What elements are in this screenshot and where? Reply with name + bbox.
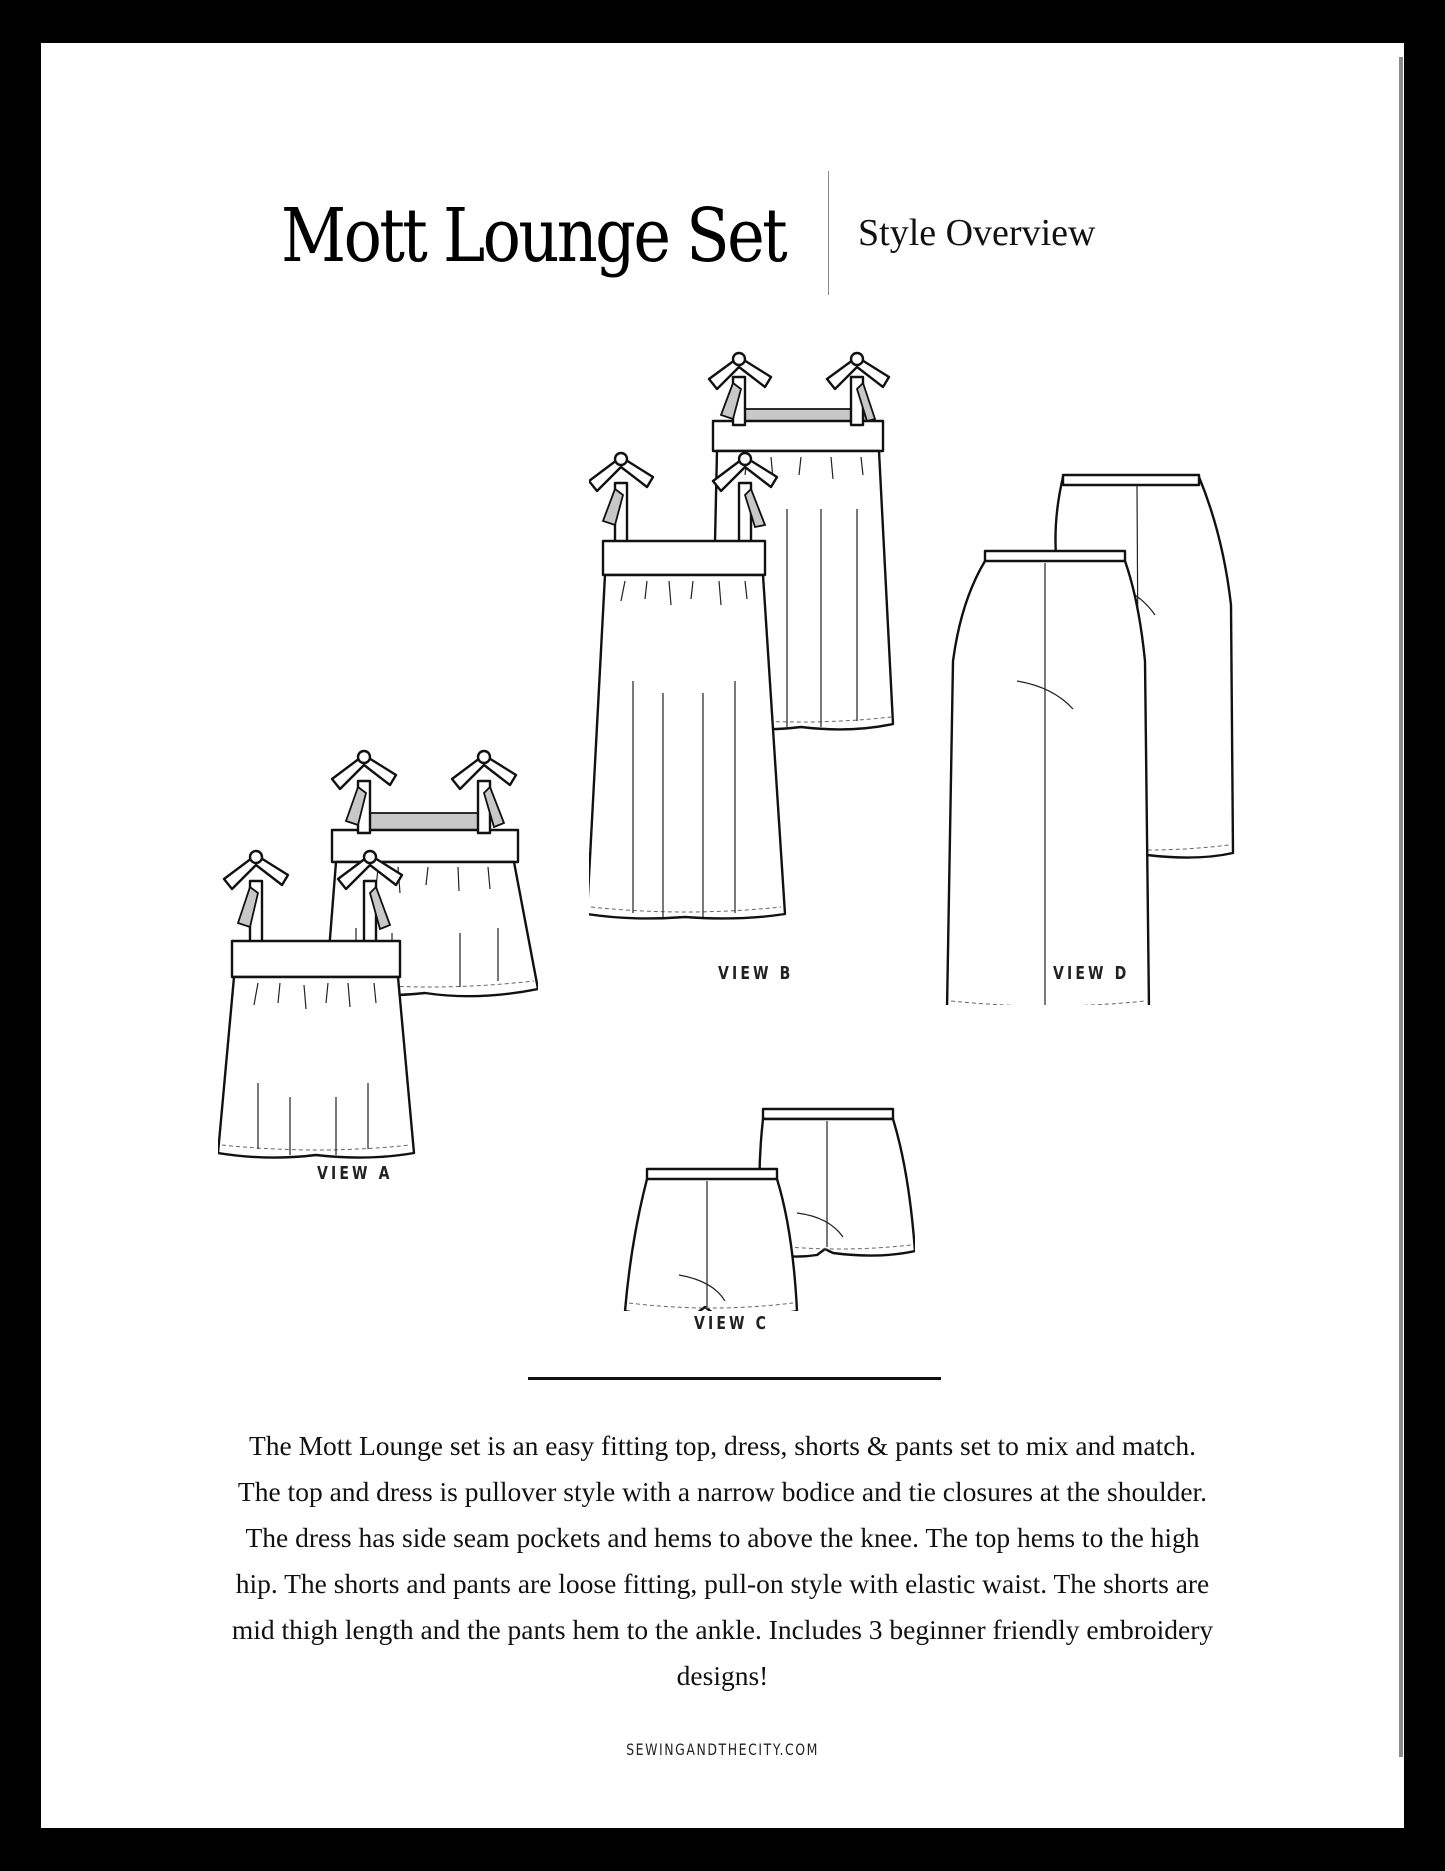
description-line: designs! [676, 1660, 769, 1691]
shorts-front [625, 1169, 797, 1311]
view-b-label: VIEW B [718, 963, 794, 984]
view-c-label: VIEW C [694, 1313, 770, 1334]
title-separator [828, 171, 829, 295]
description-line: hip. The shorts and pants are loose fitting, pull-on style with elastic waist. The shorts are [235, 1568, 1210, 1599]
scrollbar[interactable] [1399, 57, 1403, 1757]
view-d-label: VIEW D [1053, 963, 1130, 984]
description-line: The Mott Lounge set is an easy fitting top, dress, shorts & pants set to mix and match. [248, 1430, 1197, 1461]
view-a-label: VIEW A [317, 1163, 393, 1184]
pants-front [947, 551, 1149, 1005]
view-a-top-illustration [218, 743, 538, 1163]
description-line: The top and dress is pullover style with a narrow bodice and tie closures at the shoulder. [237, 1476, 1208, 1507]
view-c-shorts-illustration [615, 1101, 915, 1311]
footer-website [41, 1740, 1404, 1759]
description-line: mid thigh length and the pants hem to the ankle. Includes 3 beginner friendly embroidery [231, 1614, 1214, 1645]
dress-front [589, 453, 785, 918]
view-b-dress-illustration [589, 349, 909, 939]
view-d-pants-illustration [945, 465, 1265, 1005]
website-text: SEWINGANDTHECITY.COM [626, 1740, 819, 1759]
style-description [161, 1423, 1284, 1699]
document-page [41, 43, 1404, 1828]
description-line: The dress has side seam pockets and hems to above the knee. The top hems to the high [245, 1522, 1200, 1553]
page-title: Mott Lounge Set [281, 193, 786, 279]
page-subtitle: Style Overview [858, 212, 1096, 254]
section-divider [528, 1377, 941, 1380]
